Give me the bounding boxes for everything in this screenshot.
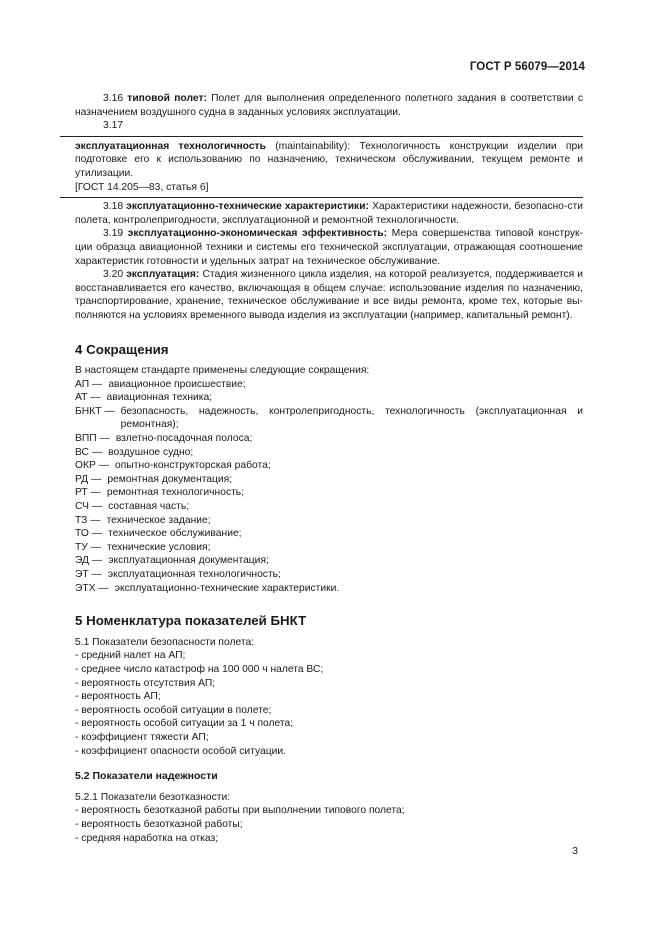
abbreviation-key: АТ —: [75, 392, 101, 404]
abbreviation-key: ОКР —: [75, 460, 110, 472]
abbreviation-key: СЧ —: [75, 501, 103, 513]
clause-number: 3.18: [103, 201, 124, 213]
section-5-title: 5 Номенклатура показателей БНКТ: [75, 613, 307, 629]
term: эксплуатационно-экономическая эффективность:: [127, 228, 388, 240]
abbreviation-value: техническое задание;: [106, 514, 211, 526]
abbreviation-list: [75, 378, 583, 596]
abbreviation-item: [75, 514, 583, 528]
term: типовой полет:: [127, 93, 207, 104]
list-item: - коэффициент опасности особой ситуации.: [75, 745, 287, 757]
term: эксплуатационная технологичность: [75, 140, 266, 152]
list-item: - вероятность безотказной работы при выполнении типового полета;: [75, 805, 405, 817]
source-reference: [ГОСТ 14.205—83, статья 6]: [75, 181, 209, 193]
clause-number: 3.20: [103, 269, 124, 281]
definition-text: (maintainability): Технологичность конструкции изделии при подготовке его к использованию по назначению, техническом обслуживании, текущем ремонте и утилизации.: [75, 140, 583, 179]
abbreviation-value: эксплуатационная технологичность;: [107, 569, 281, 580]
abbreviation-value: авиационная техника;: [106, 392, 213, 404]
definition-text: Стадия жизненного цикла изделия, на которой реализуется, поддерживается и восстанавливается его качество, включающая в общем случае: использование изделия по назначению, транспортирование, хранение, техническое обслуживание и все виды ремонта, кроме тех, которые вы-полняются на условиях временного вывода изделия из эксплуатации (например, капитальный ремонт).: [75, 269, 583, 321]
definition-3-19: [75, 227, 583, 268]
abbreviation-key: ВПП —: [75, 433, 110, 445]
definition-text: Характеристики надежности, безопасно-сти полета, контролепригодности, эксплуатационной и ремонтной технологичности.: [75, 201, 583, 226]
list-item: - вероятность безотказной работы;: [75, 818, 243, 830]
list-item: - вероятность отсутствия АП;: [75, 677, 216, 689]
abbreviation-value: техническое обслуживание;: [108, 528, 242, 540]
abbreviation-value: технические условия;: [107, 541, 211, 553]
abbreviation-item: [75, 582, 583, 596]
clause-number-3-17: 3.17: [103, 120, 124, 132]
abbreviation-item: [75, 405, 583, 432]
abbreviation-item: [75, 473, 583, 487]
abbreviation-item: [75, 432, 583, 446]
list-item: - вероятность особой ситуации в полете;: [75, 704, 272, 716]
page-number: 3: [572, 845, 578, 857]
section-4-intro: В настоящем стандарте применены следующие сокращения:: [75, 365, 370, 377]
abbreviation-item: [75, 391, 583, 405]
definition-3-18: [75, 200, 583, 227]
abbreviation-key: ЭД —: [75, 555, 103, 567]
definition-box-3-17: [60, 136, 583, 198]
definition-text: Полет для выполнения определенного полетного задания в соответствии с назначением воздушного судна в заданных условиях эксплуатации.: [75, 93, 583, 118]
definition-text: Мера совершенства типовой конструк-ции образца авиационной техники и системы его технической эксплуатации, отражающая соотношение характеристик готовности и удельных затрат на техническое обслуживание.: [75, 228, 583, 267]
definition-3-20: [75, 268, 583, 322]
safety-indicator-list: [75, 649, 583, 758]
term: эксплуатация:: [126, 269, 200, 281]
list-item: - коэффициент тяжести АП;: [75, 731, 209, 743]
abbreviation-item: [75, 378, 583, 392]
list-item: - средняя наработка на отказ;: [75, 832, 219, 844]
abbreviation-key: БНКТ —: [75, 405, 115, 417]
abbreviation-key: ТО —: [75, 528, 102, 540]
definition-3-17: [75, 140, 583, 181]
definition-3-16: [75, 92, 583, 119]
reliability-indicator-list: [75, 804, 583, 845]
abbreviation-item: [75, 554, 583, 568]
abbreviation-key: АП —: [75, 378, 103, 390]
abbreviation-key: РТ —: [75, 487, 101, 499]
abbreviation-value: эксплуатационная документация;: [108, 555, 269, 567]
abbreviation-value: безопасность, надежность, контролепригодность, технологичность (эксплуатационная и ремонтная);: [120, 405, 583, 431]
abbreviation-value: взлетно-посадочная полоса;: [115, 433, 253, 445]
abbreviation-item: [75, 500, 583, 514]
clause-number: 3.16: [103, 93, 124, 104]
abbreviation-item: [75, 486, 583, 500]
standard-header: ГОСТ Р 56079—2014: [469, 61, 585, 73]
abbreviation-value: авиационное происшествие;: [108, 378, 246, 390]
clause-number: 3.19: [103, 228, 124, 240]
section-4-title: 4 Сокращения: [75, 341, 169, 357]
list-item: - среднее число катастроф на 100 000 ч налета ВС;: [75, 663, 324, 675]
abbreviation-value: ремонтная технологичность;: [106, 487, 245, 499]
abbreviation-key: РД —: [75, 473, 102, 485]
abbreviation-item: [75, 459, 583, 473]
abbreviation-value: эксплуатационно-технические характеристики.: [114, 582, 340, 594]
abbreviation-value: ремонтная документация;: [107, 473, 233, 485]
list-item: - средний налет на АП;: [75, 650, 186, 662]
abbreviation-item: [75, 541, 583, 555]
subsection-5-2-title: 5.2 Показатели надежности: [75, 770, 218, 783]
subsection-5-1: 5.1 Показатели безопасности полета:: [75, 636, 255, 648]
term: эксплуатационно-технические характеристики:: [126, 201, 369, 213]
abbreviation-key: ТЗ —: [75, 514, 101, 526]
abbreviation-item: [75, 568, 583, 582]
list-item: - вероятность особой ситуации за 1 ч полета;: [75, 718, 294, 730]
abbreviation-key: ЭТХ —: [75, 582, 109, 594]
list-item: - вероятность АП;: [75, 691, 161, 703]
abbreviation-value: воздушное судно;: [108, 446, 194, 458]
abbreviation-key: ВС —: [75, 446, 103, 458]
abbreviation-item: [75, 446, 583, 460]
abbreviation-value: опытно-конструкторская работа;: [115, 460, 271, 472]
abbreviation-key: ЭТ —: [75, 569, 102, 580]
abbreviation-value: составная часть;: [108, 501, 190, 513]
document-body: [75, 92, 583, 845]
subsection-5-2-1: 5.2.1 Показатели безотказности:: [75, 791, 231, 803]
abbreviation-key: ТУ —: [75, 541, 101, 553]
abbreviation-item: [75, 527, 583, 541]
